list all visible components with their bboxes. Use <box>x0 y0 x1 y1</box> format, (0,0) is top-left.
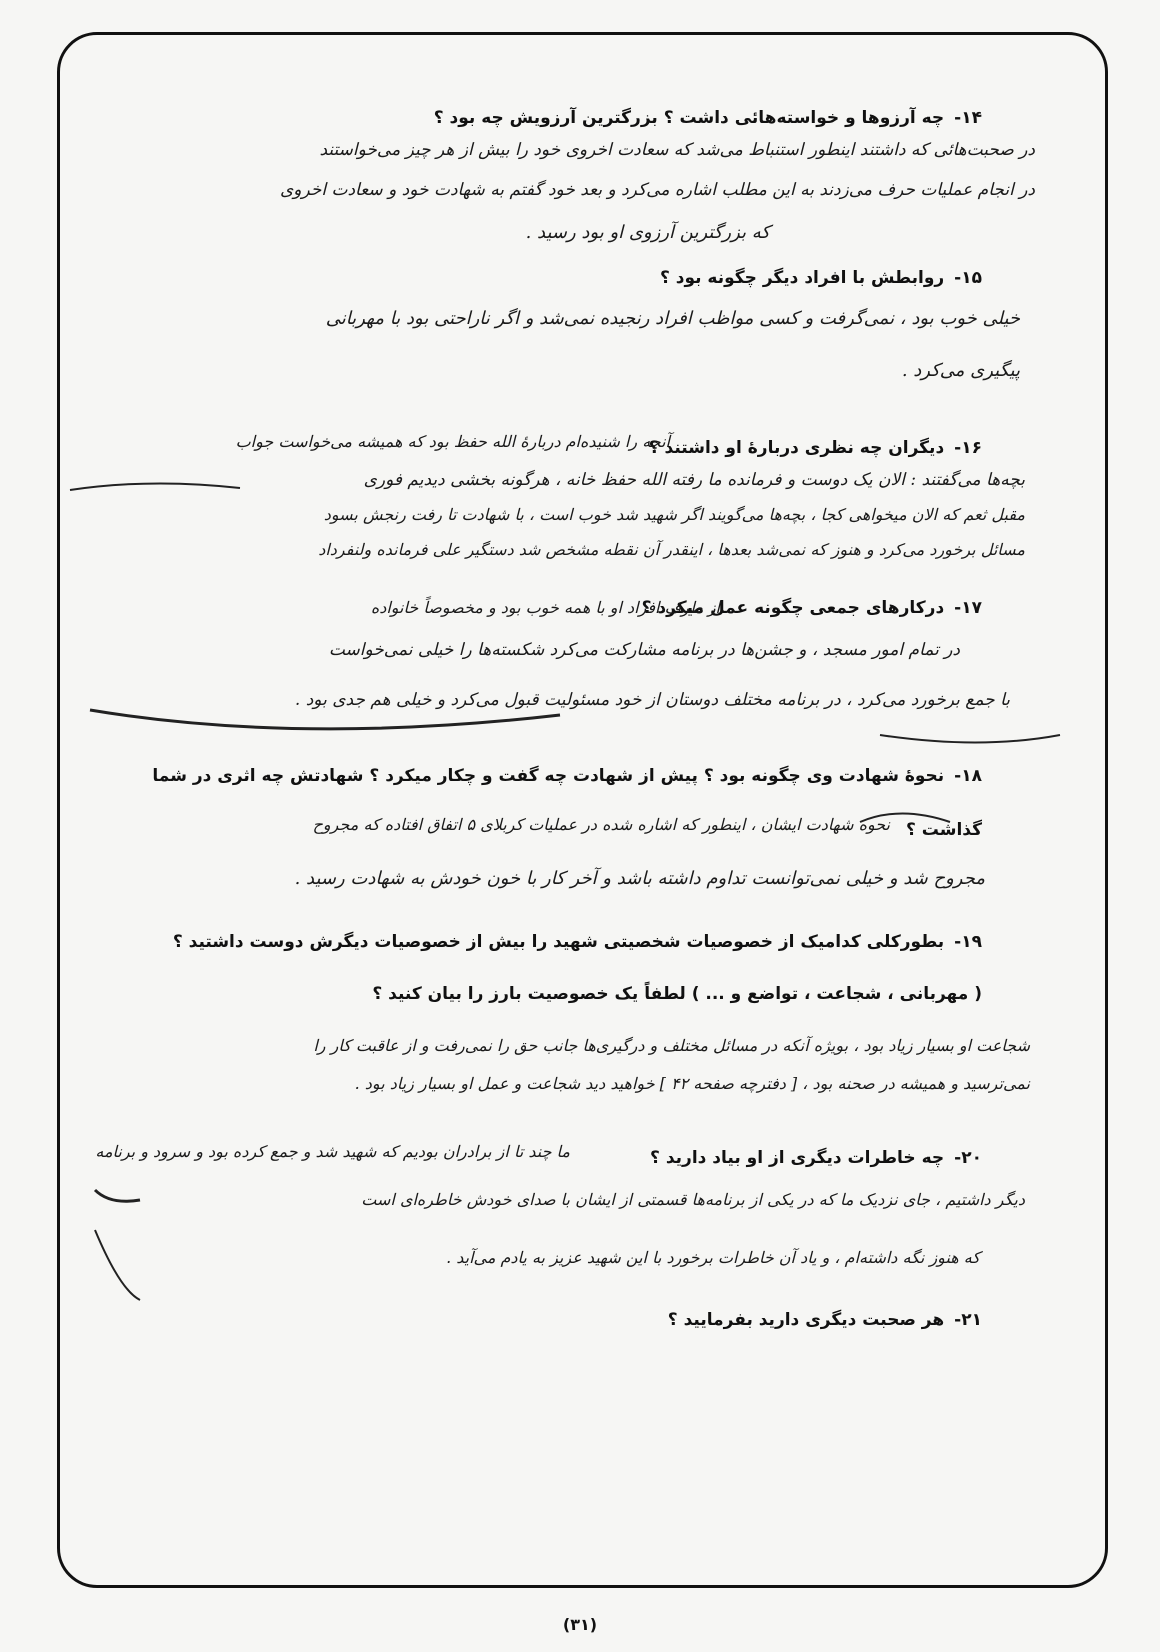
question-text: روابطش با افراد دیگر چگونه بود ؟ <box>659 268 945 288</box>
handwritten-answer-line: از طرف افراد او با همه خوب بود و مخصوصاً خانواده <box>370 598 720 617</box>
handwritten-answer-line: پیگیری می‌کرد . <box>901 360 1020 381</box>
question-text: بطورکلی کدامیک از خصوصیات شخصیتی شهید را بیش از خصوصیات دیگرش دوست داشتید ؟ <box>172 932 945 952</box>
question-text: هر صحبت دیگری دارید بفرمایید ؟ <box>667 1310 945 1330</box>
page-number: (۳۱) <box>562 1615 598 1634</box>
handwritten-answer-line: با جمع برخورد می‌کرد ، در برنامه مختلف دوستان از خود مسئولیت قبول می‌کرد و خیلی هم جدی بود . <box>294 690 1010 710</box>
handwritten-answer-line: شجاعت او بسیار زیاد بود ، بویژه آنکه در مسائل مختلف و درگیری‌ها جانب حق را نمی‌رفت و از عاقبت کار را <box>313 1036 1030 1055</box>
question-text: دیگران چه نظری دربارهٔ او داشتند ؟ <box>648 438 945 458</box>
handwritten-answer-line: نمی‌ترسید و همیشه در صحنه بود ، [ دفترچه صفحه ۴۲ ] خواهید دید شجاعت و عمل او بسیار زیاد بود . <box>354 1074 1030 1093</box>
handwritten-answer-line: در انجام عملیات حرف می‌زدند به این مطلب اشاره می‌کرد و بعد خود گفتم به شهادت خود و سعادت اخروی <box>279 180 1035 200</box>
handwritten-answer-line: آنچه را شنیده‌ام دربارهٔ الله حفظ بود که همیشه می‌خواست جواب <box>235 432 670 451</box>
question-18-continued: گذاشت ؟ <box>905 820 982 840</box>
question-number: ۱۴- <box>954 108 982 128</box>
question-number: ۱۷- <box>954 598 982 618</box>
handwritten-answer-line: در صحبت‌هائی که داشتند اینطور استنباط می‌شد که سعادت اخروی خود را بیش از هر چیز می‌خواستند <box>319 140 1035 160</box>
handwritten-answer-line: در تمام امور مسجد ، و جشن‌ها در برنامه مشارکت می‌کرد شکسته‌ها را خیلی نمی‌خواست <box>328 640 960 660</box>
handwritten-answer-line: ما چند تا از برادران بودیم که شهید شد و جمع کرده بود و سرود و برنامه <box>95 1142 570 1161</box>
question-number: ۱۶- <box>954 438 982 458</box>
question-number: ۲۱- <box>954 1310 982 1330</box>
question-text: چه خاطرات دیگری از او بیاد دارید ؟ <box>650 1148 945 1168</box>
handwritten-answer-line: بچه‌ها می‌گفتند : الان یک دوست و فرمانده ما رفته الله حفظ خانه ، هرگونه بخشی دیدیم فوری <box>363 470 1025 490</box>
question-number: ۱۹- <box>954 932 982 952</box>
handwritten-answer-line: نحوه شهادت ایشان ، اینطور که اشاره شده در عملیات کربلای ۵ اتفاق افتاده که مجروح <box>312 815 890 834</box>
handwritten-answer-line: که هنوز نگه داشته‌ام ، و یاد آن خاطرات برخورد با این شهید عزیز به یادم می‌آید . <box>446 1248 980 1267</box>
question-text: درکارهای جمعی چگونه عمل میکرد ؟ <box>641 598 945 618</box>
handwritten-answer-line: که بزرگترین آرزوی او بود رسید . <box>525 222 770 243</box>
question-19-continued: ( مهربانی ، شجاعت ، تواضع و ... ) لطفاً یک خصوصیت بارز را بیان کنید ؟ <box>372 984 982 1004</box>
question-text: چه آرزوها و خواسته‌هائی داشت ؟ بزرگترین آرزویش چه بود ؟ <box>433 108 945 128</box>
question-number: ۱۵- <box>954 268 982 288</box>
handwritten-answer-line: خیلی خوب بود ، نمی‌گرفت و کسی مواظب افراد رنجیده نمی‌شد و اگر ناراحتی بود با مهربانی <box>325 308 1020 329</box>
handwritten-answer-line: مقبل ثعم که الان میخواهی کجا ، بچه‌ها می‌گویند اگر شهید شد خوب است ، با شهادت تا رفت رنجش بسود <box>323 505 1025 524</box>
question-number: ۱۸- <box>954 766 982 786</box>
question-text: نحوهٔ شهادت وی چگونه بود ؟ پیش از شهادت چه گفت و چکار میکرد ؟ شهادتش چه اثری در شما <box>152 766 945 786</box>
question-number: ۲۰- <box>954 1148 982 1168</box>
handwritten-answer-line: مجروح شد و خیلی نمی‌توانست تداوم داشته باشد و آخر کار با خون خودش به شهادت رسید . <box>294 868 985 889</box>
handwritten-answer-line: مسائل برخورد می‌کرد و هنوز که نمی‌شد بعدها ، اینقدر آن نقطه مشخص شد دستگیر علی فرمانده ولنفرداد <box>318 540 1025 559</box>
handwritten-answer-line: دیگر داشتیم ، جای نزدیک ما که در یکی از برنامه‌ها قسمتی از ایشان با صدای خودش خاطره‌ای است <box>361 1190 1025 1209</box>
